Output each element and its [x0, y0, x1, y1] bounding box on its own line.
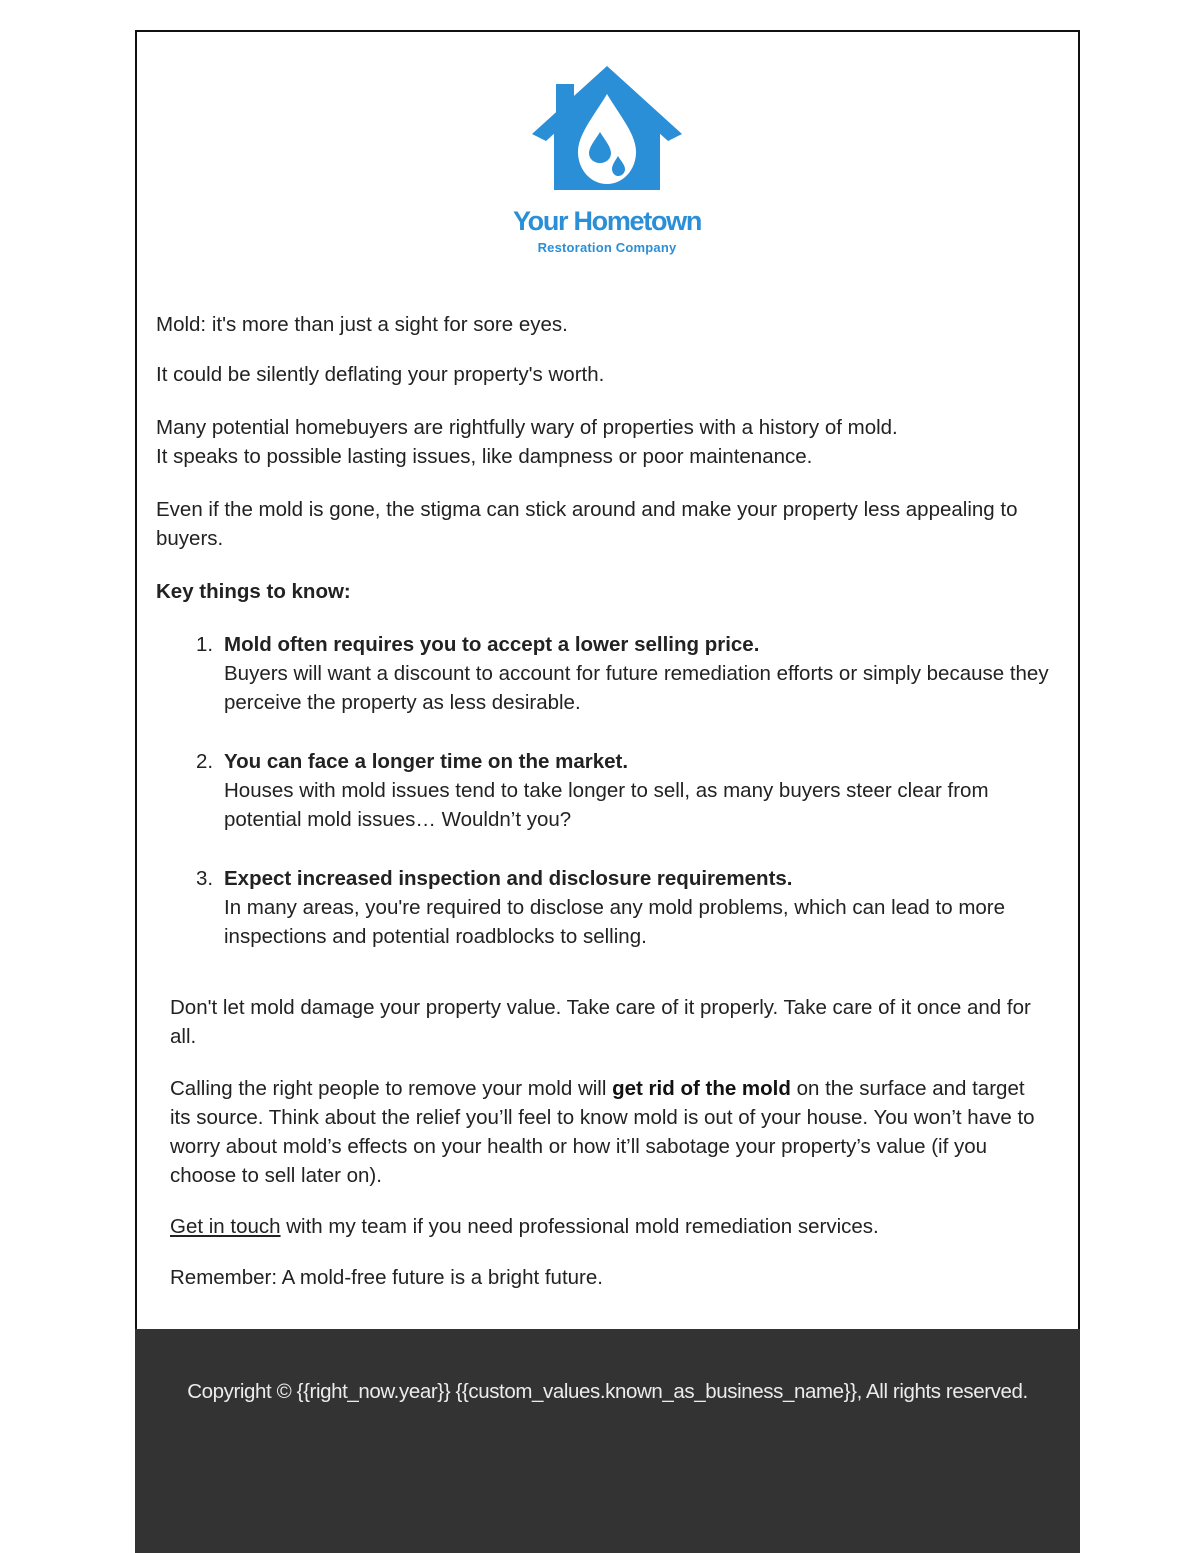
contact-paragraph [170, 1212, 1050, 1241]
intro-paragraph-1: Mold: it's more than just a sight for sore eyes. [156, 313, 568, 336]
key-point-body: In many areas, you're required to disclose any mold problems, which can lead to more inspections and potential roadblocks to selling. [224, 896, 1006, 948]
key-point-item [196, 864, 1054, 951]
logo-subtitle: Restoration Company [537, 240, 677, 255]
key-point-body: Buyers will want a discount to account for future remediation efforts or simply because they perceive the property as less desirable. [224, 662, 1049, 714]
key-point-item [196, 630, 1054, 717]
closing-paragraph-2 [170, 1074, 1050, 1190]
key-point-number: 2. [196, 750, 214, 773]
contact-text: with my team if you need professional mold remediation services. [280, 1215, 879, 1238]
intro-paragraph-3-line-2: It speaks to possible lasting issues, like dampness or poor maintenance. [156, 445, 813, 468]
get-in-touch-link[interactable]: Get in touch [170, 1215, 281, 1238]
closing-text: Calling the right people to remove your mold will [170, 1077, 613, 1100]
key-point-number: 1. [196, 633, 214, 656]
intro-paragraph-2: It could be silently deflating your property's worth. [156, 363, 605, 386]
intro-paragraph-4: Even if the mold is gone, the stigma can stick around and make your property less appealing to buyers. [156, 498, 1018, 550]
closing-text: on the surface and target its source. Think about the relief you’ll feel to know mold is out of your house. You won’t have to worry about mold’s effects on your health or how it’ll sabotage your property’s value (if you choose to sell later on). [170, 1077, 1035, 1187]
company-logo [507, 66, 707, 256]
key-point-heading: Mold often requires you to accept a lower selling price. [224, 633, 760, 656]
key-things-heading: Key things to know: [156, 580, 351, 603]
closing-bold-text: get rid of the mold [612, 1077, 791, 1100]
key-points-list [156, 630, 1054, 981]
intro-paragraph-3 [156, 413, 898, 471]
key-point-heading: You can face a longer time on the market. [224, 750, 629, 773]
email-footer [135, 1329, 1080, 1553]
sign-off-paragraph: Remember: A mold-free future is a bright future. [170, 1266, 603, 1289]
key-point-item [196, 747, 1054, 834]
house-water-drop-icon [532, 66, 682, 196]
email-body-card [135, 30, 1080, 1330]
key-point-heading: Expect increased inspection and disclosure requirements. [224, 867, 793, 890]
key-point-body: Houses with mold issues tend to take longer to sell, as many buyers steer clear from potential mold issues… Wouldn’t you? [224, 779, 989, 831]
key-point-number: 3. [196, 867, 214, 890]
closing-paragraph-1: Don't let mold damage your property value. Take care of it properly. Take care of it once and for all. [170, 996, 1031, 1048]
intro-paragraph-3-line-1: Many potential homebuyers are rightfully wary of properties with a history of mold. [156, 416, 898, 439]
copyright-text: Copyright © {{right_now.year}} {{custom_values.known_as_business_name}}, All rights reserved. [187, 1380, 1028, 1403]
logo-title: Your Hometown [512, 206, 702, 236]
